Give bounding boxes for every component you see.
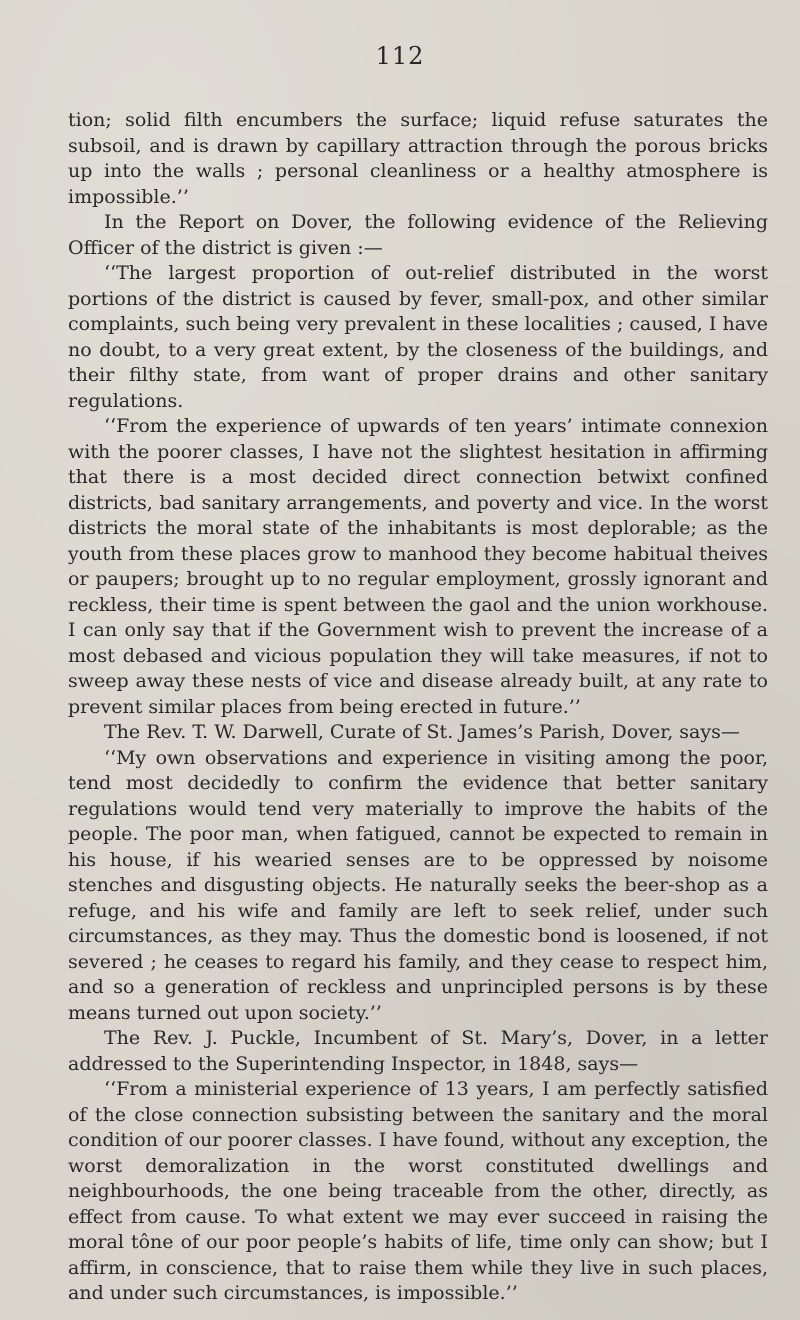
paragraph-quote-experience: ‘‘From the experience of upwards of ten years’ intimate connexion with the poorer classes, I have not the slightest hesitation in affirming that there is a most decided direct connection betwixt confined districts, bad sanitary arrangements, and poverty and vice. In the worst districts the moral state of the inhabitants is most deplorable; as the youth from these places grow to manhood they become habitual theives or paupers; brought up to no regular employment, grossly ignorant and reckless, their time is spent between the gaol and the union workhouse. I can only say that if the Government wish to prevent the increase of a most debased and vicious population they will take measures, if not to sweep away these nests of vice and disease already built, at any rate to prevent similar places from being erected in future.’’ [68,415,768,718]
paragraph-puckle: The Rev. J. Puckle, Incumbent of St. Mary’s, Dover, in a letter addressed to the Superintending Inspector, in 1848, says— [68,1027,768,1075]
paragraph-continuation: tion; solid filth encumbers the surface; liquid refuse saturates the subsoil, and is drawn by capillary attraction through the porous bricks up into the walls ; personal cleanliness or a healthy atmosphere is impossible.’’ [68,109,768,208]
paragraph-darwell: The Rev. T. W. Darwell, Curate of St. James’s Parish, Dover, says— [104,721,740,743]
page-number: 112 [375,42,425,70]
paragraph-quote-out-relief: ‘‘The largest proportion of out-relief distributed in the worst portions of the district is caused by fever, small-pox, and other similar complaints, such being very prevalent in these localities ; caused, I have no doubt, to a very great extent, by the closeness of the buildings, and their filthy state, from want of proper drains and other sanitary regulations. [68,262,768,412]
paragraph-quote-darwell: ‘‘My own observations and experience in visiting among the poor, tend most decidedly to confirm the evidence that better sanitary regulations would tend very materially to improve the habits of the people. The poor man, when fatigued, cannot be expected to remain in his house, if his wearied senses are to be oppressed by noisome stenches and disgusting objects. He naturally seeks the beer-shop as a refuge, and his wife and family are left to seek relief, under such circumstances, as they may. Thus the domestic bond is loosened, if not severed ; he ceases to regard his family, and they cease to respect him, and so a generation of reckless and unprincipled persons is by these means turned out upon society.’’ [68,746,768,1024]
paragraph-dover-report: In the Report on Dover, the following evidence of the Relieving Officer of the district is given :— [68,211,768,259]
body-text [68,108,768,1307]
paragraph-quote-puckle: ‘‘From a ministerial experience of 13 years, I am perfectly satisfied of the close connection subsisting between the sanitary and the moral condition of our poorer classes. I have found, without any exception, the worst demoralization in the worst constituted dwellings and neighbourhoods, the one being traceable from the other, directly, as effect from cause. To what extent we may ever succeed in raising the moral tône of our poor people’s habits of life, time only can show; but I affirm, in conscience, that to raise them while they live in such places, and under such circumstances, is impossible.’’ [68,1078,768,1304]
